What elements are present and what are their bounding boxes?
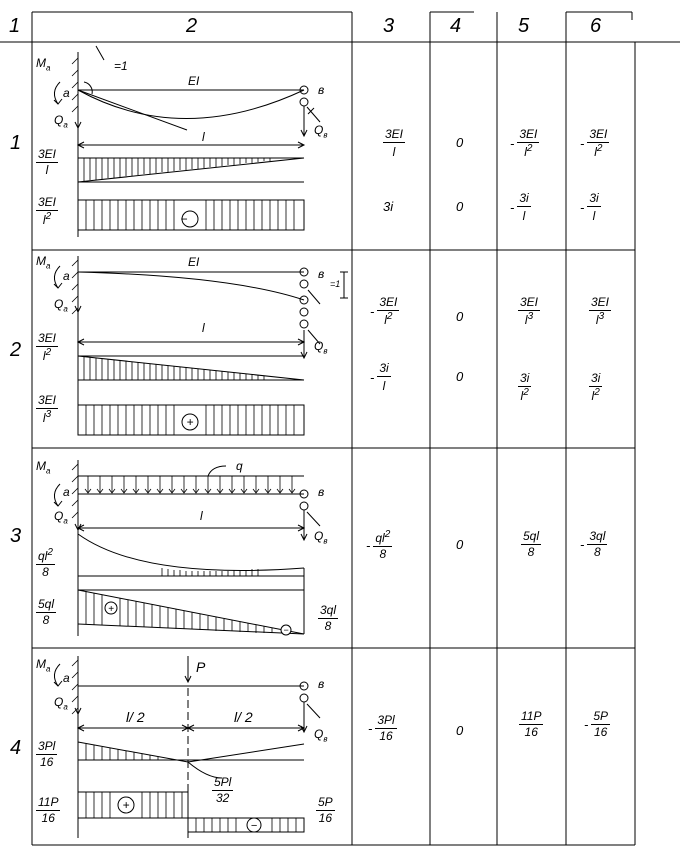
sign-symbol: + [186, 415, 194, 429]
beam-diagram-row-3 [32, 448, 352, 648]
stiffness-label: EI [188, 74, 200, 88]
row-number-4: 4 [10, 737, 22, 759]
shear-b-value-fraction: $\frac{3ql}{8}$ [320, 603, 337, 633]
cell-r4-c3: - $\frac{3Pl}{16}$ [368, 713, 395, 743]
sign-symbol: + [108, 604, 114, 615]
header-col-1: 1 [9, 15, 21, 37]
moment-value-fraction: $\frac{3EI}{l^2}$ [38, 331, 57, 363]
moment-value-fraction: $\frac{ql^2}{8}$ [38, 547, 53, 579]
node-b-label: в [318, 267, 325, 281]
shear-b-label: $Q_в$ [314, 727, 328, 744]
header-col-5: 5 [518, 15, 530, 37]
cell-r1-c3-b: 3i [383, 199, 394, 214]
sign-symbol: − [180, 212, 188, 226]
moment-a-label: $M_a$ [36, 254, 51, 271]
cell-r3-c6: - $\frac{3ql}{8}$ [580, 529, 606, 559]
node-b-label: в [318, 677, 325, 691]
sign-symbol: − [283, 625, 289, 635]
moment-a-label: $M_a$ [36, 56, 51, 73]
header-col-2: 2 [186, 15, 198, 37]
sign-symbol: − [250, 820, 258, 832]
cell-r1-c6-a: - $\frac{3EI}{l^2}$ [580, 127, 608, 159]
node-b-label: в [318, 485, 325, 499]
shear-b-label: $Q_в$ [314, 339, 328, 356]
cell-r4-c5: $\frac{11P}{16}$ [521, 709, 542, 739]
sign-symbol: + [122, 798, 130, 812]
moment-value-fraction: $\frac{3EI}{l}$ [38, 147, 57, 177]
node-a-label: a [63, 485, 70, 499]
beam-diagram-row-4 [32, 648, 352, 845]
shear-a-label: $Q_a$ [54, 113, 68, 130]
shear-a-label: $Q_a$ [54, 695, 68, 712]
node-a-label: a [63, 671, 70, 685]
cell-r2-c4-b: 0 [456, 369, 464, 384]
force-label: P [196, 659, 206, 675]
node-b-label: в [318, 83, 325, 97]
beam-diagram-row-2 [32, 250, 352, 448]
cell-r1-c5-a: - $\frac{3EI}{l^2}$ [510, 127, 538, 159]
length-label: l [202, 321, 205, 335]
node-a-label: a [63, 269, 70, 283]
midspan-moment-fraction: $\frac{5Pl}{32}$ [214, 775, 232, 805]
shear-value-fraction: $\frac{3EI}{l^3}$ [38, 393, 57, 425]
rotation-label: =1 [114, 59, 128, 73]
row-number-2: 2 [10, 339, 22, 361]
cell-r2-c4-a: 0 [456, 309, 464, 324]
cell-r1-c4-b: 0 [456, 199, 464, 214]
cell-r2-c3-b: - $\frac{3i}{l}$ [370, 361, 389, 393]
cell-r2-c5-b: $\frac{3i}{l^2}$ [520, 371, 530, 403]
moment-value-fraction: $\frac{3Pl}{16}$ [38, 739, 56, 769]
cell-r3-c4: 0 [456, 537, 464, 552]
cell-r1-c3-a: $\frac{3EI}{l}$ [385, 127, 404, 159]
shear-a-label: $Q_a$ [54, 297, 68, 314]
delta-label: =1 [330, 279, 341, 289]
moment-a-label: $M_a$ [36, 657, 51, 674]
cell-r3-c5: $\frac{5ql}{8}$ [523, 529, 540, 559]
row-number-3: 3 [10, 525, 22, 547]
length-label: l [200, 509, 203, 523]
shear-a-label: $Q_a$ [54, 509, 68, 526]
stiffness-label: EI [188, 255, 200, 269]
shear-a-value-fraction: $\frac{5ql}{8}$ [38, 597, 55, 627]
length-label: l [202, 130, 205, 144]
cell-r2-c3-a: - $\frac{3EI}{l^2}$ [370, 295, 398, 327]
cell-r1-c5-b: - $\frac{3i}{l}$ [510, 191, 529, 223]
shear-a-value-fraction: $\frac{11P}{16}$ [38, 795, 59, 825]
header-col-4: 4 [450, 15, 462, 37]
row-number-1: 1 [10, 132, 22, 154]
half-length-right-label: l/ 2 [234, 709, 253, 725]
shear-b-label: $Q_в$ [314, 529, 328, 546]
cell-r1-c4-a: 0 [456, 135, 464, 150]
moment-a-label: $M_a$ [36, 459, 51, 476]
node-a-label: a [63, 86, 70, 100]
shear-b-label: $Q_в$ [314, 123, 328, 140]
cell-r2-c6-b: $\frac{3i}{l^2}$ [591, 371, 601, 403]
cell-r2-c5-a: $\frac{3EI}{l^3}$ [520, 295, 539, 327]
cell-r3-c3: - $\frac{ql^2}{8}$ [366, 529, 391, 561]
shear-b-value-fraction: $\frac{5P}{16}$ [318, 795, 333, 825]
shear-value-fraction: $\frac{3EI}{l^2}$ [38, 195, 57, 227]
half-length-left-label: l/ 2 [126, 709, 145, 725]
cell-r1-c6-b: - $\frac{3i}{l}$ [580, 191, 599, 223]
load-label: q [236, 459, 243, 473]
cell-r4-c4: 0 [456, 723, 464, 738]
header-col-6: 6 [590, 15, 602, 37]
header-col-3: 3 [383, 15, 395, 37]
cell-r4-c6: - $\frac{5P}{16}$ [584, 709, 609, 739]
cell-r2-c6-a: $\frac{3EI}{l^3}$ [591, 295, 610, 327]
